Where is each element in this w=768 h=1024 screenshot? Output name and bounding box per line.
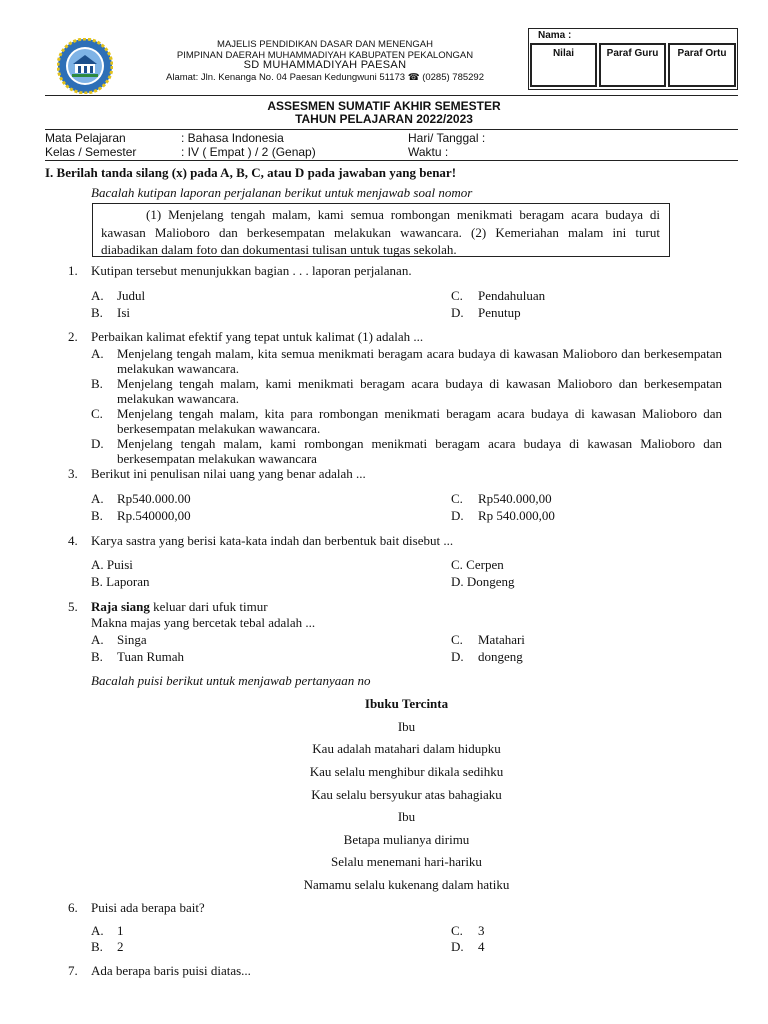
question-text: Ada berapa baris puisi diatas... (91, 963, 251, 978)
option-text: A. Puisi (91, 557, 133, 572)
option-letter: B. (91, 376, 103, 391)
poem-line: Selalu menemani hari-hariku (331, 854, 482, 869)
option-letter: C. (451, 923, 463, 938)
section-heading: I. Berilah tanda silang (x) pada A, B, C, atau D pada jawaban yang benar! (45, 165, 457, 180)
option-text: dongeng (478, 649, 523, 664)
question-number: 4. (68, 533, 78, 548)
option-text: Rp540.000,00 (478, 491, 552, 506)
option-letter: C. (451, 632, 463, 647)
option-letter: D. (91, 436, 104, 451)
question-number: 5. (68, 599, 78, 614)
score-cell-paraf-ortu: Paraf Ortu (668, 43, 736, 87)
question-text: Berikut ini penulisan nilai uang yang benar adalah ... (91, 466, 366, 481)
option-letter: D. (451, 305, 464, 320)
time-label: Waktu : (408, 145, 449, 159)
passage-box (92, 203, 670, 257)
option-letter: A. (91, 632, 104, 647)
header-divider (45, 95, 738, 96)
poem-instruction: Bacalah puisi berikut untuk menjawab pertanyaan no (91, 673, 371, 688)
option-letter: B. (91, 508, 103, 523)
question-number: 2. (68, 329, 78, 344)
option-text: Rp 540.000,00 (478, 508, 555, 523)
question-text: Karya sastra yang berisi kata-kata indah dan berbentuk bait disebut ... (91, 533, 454, 548)
option-text: D. Dongeng (451, 574, 515, 589)
poem-line: Betapa mulianya dirimu (343, 832, 470, 847)
option-text: Isi (117, 305, 130, 320)
option-letter: D. (451, 939, 464, 954)
class-label: Kelas / Semester (45, 145, 137, 159)
poem-line: Namamu selalu kukenang dalam hatiku (303, 877, 510, 892)
score-cell-nilai: Nilai (530, 43, 597, 87)
option-letter: B. (91, 649, 103, 664)
subject-label: Mata Pelajaran (45, 131, 126, 145)
option-text: Tuan Rumah (117, 649, 185, 664)
passage-text: (1) Menjelang tengah malam, kami semua rombongan menikmati beragam acara budaya di kawasan Malioboro dan berkesempatan melakukan wawancara. (2) Kemeriahan malam ini turut diabadikan dalam foto dan dokumentasi tulisan untuk tugas sekolah. (101, 207, 660, 257)
school-address: Alamat: Jln. Kenanga No. 04 Paesan Kedungwuni 51173 ☎ (0285) 785292 (166, 72, 484, 83)
poem-title: Ibuku Tercinta (364, 696, 449, 711)
bold-phrase: Raja siang (91, 599, 150, 614)
option-text: 4 (478, 939, 485, 954)
option-text: Penutup (478, 305, 521, 320)
identity-top-line (45, 129, 738, 130)
option-text: Matahari (478, 632, 525, 647)
option-text: Rp540.000.00 (117, 491, 191, 506)
poem-line: Ibu (397, 809, 416, 824)
option-letter: C. (451, 491, 463, 506)
question-text: Perbaikan kalimat efektif yang tepat untuk kalimat (1) adalah ... (91, 329, 424, 344)
option-text: Menjelang tengah malam, kita semua menikmati beragam acara budaya di kawasan Malioboro dan berkesempatan melakukan wawancara. (117, 346, 722, 376)
class-value: : IV ( Empat ) / 2 (Genap) (181, 145, 316, 159)
poem-line: Kau selalu menghibur dikala sedihku (309, 764, 504, 779)
option-text: 3 (478, 923, 485, 938)
passage-instruction: Bacalah kutipan laporan perjalanan berikut untuk menjawab soal nomor (91, 185, 473, 200)
option-letter: A. (91, 491, 104, 506)
school-name: SD MUHAMMADIYAH PAESAN (243, 59, 407, 71)
option-text: Singa (117, 632, 147, 647)
option-text: Menjelang tengah malam, kita para rombongan menikmati beragam acara budaya di kawasan Malioboro dan berkesempatan melakukan wawancara. (117, 406, 722, 436)
identity-bottom-line (45, 160, 738, 161)
option-letter: C. (91, 406, 103, 421)
option-text: Menjelang tengah malam, kami menikmati beragam acara budaya di kawasan Malioboro dan berkesempatan melakukan wawancara. (117, 376, 722, 406)
question-number: 1. (68, 263, 78, 278)
option-letter: C. (451, 288, 463, 303)
option-text: 1 (117, 923, 124, 938)
question-number: 6. (68, 900, 78, 915)
option-text: Pendahuluan (478, 288, 546, 303)
header-line1: MAJELIS PENDIDIKAN DASAR DAN MENENGAH (217, 39, 433, 50)
poem-line: Ibu (397, 719, 416, 734)
option-letter: B. (91, 305, 103, 320)
question-text-line2: Makna majas yang bercetak tebal adalah ... (91, 615, 316, 630)
option-letter: B. (91, 939, 103, 954)
question-text: Kutipan tersebut menunjukkan bagian . . . laporan perjalanan. (91, 263, 412, 278)
subject-value: : Bahasa Indonesia (181, 131, 284, 145)
exam-year: TAHUN PELAJARAN 2022/2023 (295, 112, 473, 126)
poem-line: Kau adalah matahari dalam hidupku (312, 741, 501, 756)
option-text: C. Cerpen (451, 557, 504, 572)
school-logo (57, 38, 113, 94)
question-text (91, 599, 268, 614)
option-text: Judul (117, 288, 146, 303)
option-text: Rp.540000,00 (117, 508, 191, 523)
date-label: Hari/ Tanggal : (408, 131, 486, 145)
option-letter: A. (91, 288, 104, 303)
question-text-rest: keluar dari ufuk timur (149, 599, 268, 614)
name-label: Nama : (538, 30, 572, 41)
option-letter: A. (91, 923, 104, 938)
score-cell-paraf-guru: Paraf Guru (599, 43, 666, 87)
question-text: Puisi ada berapa bait? (91, 900, 205, 915)
option-text: B. Laporan (91, 574, 150, 589)
option-letter: D. (451, 508, 464, 523)
option-letter: D. (451, 649, 464, 664)
option-letter: A. (91, 346, 104, 361)
option-text: Menjelang tengah malam, kami rombongan menikmati beragam acara budaya di kawasan Malioboro dan berkesempatan melakukan wawancara (117, 436, 722, 466)
exam-title: ASSESMEN SUMATIF AKHIR SEMESTER (267, 99, 501, 113)
question-number: 3. (68, 466, 78, 481)
header-line2: PIMPINAN DAERAH MUHAMMADIYAH KABUPATEN PEKALONGAN (176, 50, 474, 61)
poem-line: Kau selalu bersyukur atas bahagiaku (311, 787, 502, 802)
option-text: 2 (117, 939, 124, 954)
question-number: 7. (68, 963, 78, 978)
